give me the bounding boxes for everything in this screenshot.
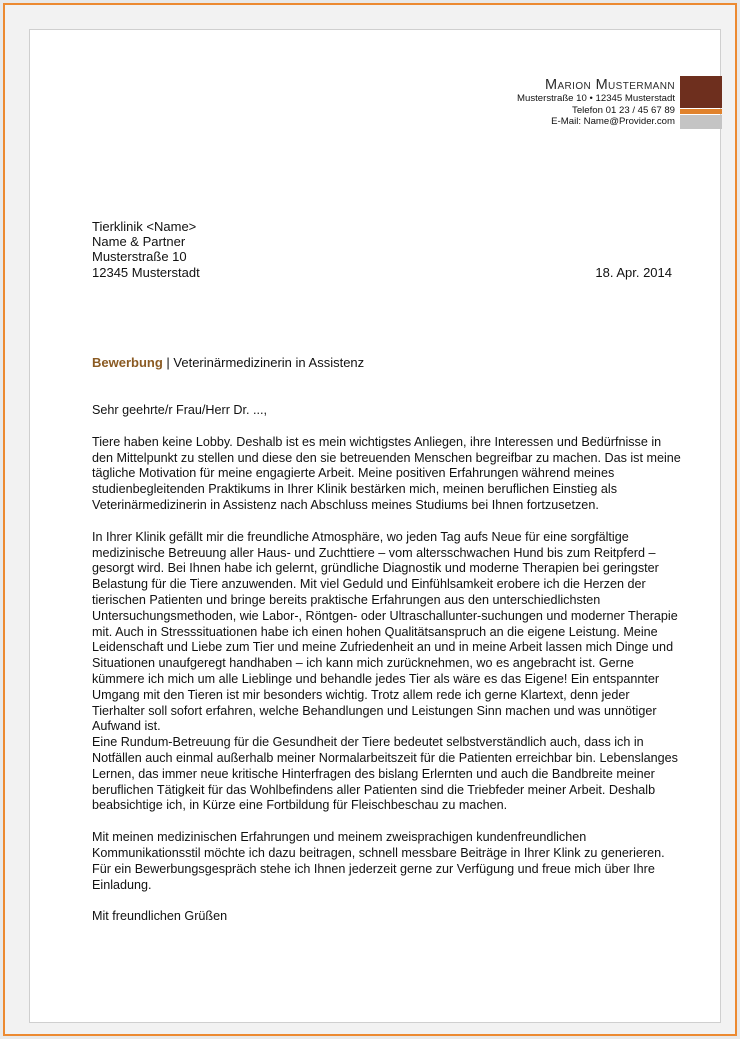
recipient-address bbox=[92, 219, 200, 280]
letter-page bbox=[29, 29, 721, 1023]
sender-email: E-Mail: Name@Provider.com bbox=[551, 116, 675, 127]
sender-phone: Telefon 01 23 / 45 67 89 bbox=[572, 104, 675, 116]
brand-bar-dark bbox=[680, 76, 722, 108]
page-frame bbox=[3, 3, 737, 1036]
paragraph-3: Mit meinen medizinischen Erfahrungen und meinem zweisprachigen kundenfreundlichen Kommunikationsstil möchte ich dazu beitragen, schnell messbare Beiträge in Ihrer Klink zu generieren. Für ein Bewerbungsgespräch stehe ich Ihnen jederzeit gerne zur Verfügung und freue mich über Ihre Einladung. bbox=[92, 830, 665, 892]
subject-line bbox=[92, 355, 364, 370]
subject-separator: | bbox=[162, 355, 174, 370]
sender-block bbox=[517, 77, 675, 128]
recipient-line-3: Musterstraße 10 bbox=[92, 249, 187, 265]
recipient-line-4: 12345 Musterstadt bbox=[92, 264, 200, 280]
brand-bar-orange bbox=[680, 109, 722, 114]
brand-color-bars bbox=[680, 76, 722, 129]
brand-bar-gray bbox=[680, 115, 722, 129]
subject-keyword: Bewerbung bbox=[92, 355, 163, 370]
sender-address: Musterstraße 10 • 12345 Musterstadt bbox=[517, 93, 675, 104]
subject-text: Veterinärmedizinerin in Assistenz bbox=[173, 355, 365, 370]
recipient-line-2: Name & Partner bbox=[92, 234, 186, 250]
sender-name: Marion Mustermann bbox=[545, 77, 675, 93]
paragraph-2: In Ihrer Klinik gefällt mir die freundliche Atmosphäre, wo jeden Tag aufs Neue für eine sorgfältige medizinische Betreuung aller Haus- und Zuchttiere – vom altersschwachen Hund bis zum Reitpferd – gesorgt wird. Bei Ihnen habe ich gelernt, gründliche Diagnostik und moderne Therapien bei geringster Belastung für die Tiere anzuwenden. Mit viel Geduld und Einfühlsamkeit erobere ich die Herzen der tierischen Patienten und bringe bereits praktische Erfahrungen aus den unterschiedlichsten Untersuchungsmethoden, wie Labor-, Röntgen- oder Ultraschallunter-suchungen und moderner Therapie mit. Auch in Stresssituationen habe ich einen hohen Qualitätsanspruch an die eigene Leistung. Meine Leidenschaft und Liebe zum Tier und meine Zufriedenheit an und in meine Arbeit lassen mich Dinge und Situationen unaufgeregt handhaben – ich kann mich zurücknehmen, wo es angebracht ist. Gerne kümmere ich mich um alle Lieblinge und behandle jedes Tier als wäre es das Eigene! Ein entspannter Umgang mit den Tieren ist mir besonders wichtig. Trotz allem rede ich gerne Klartext, denn jeder Tierhalter soll sofort erfahren, welche Behandlungen und Leistungen Sinn machen und was unnötiger Aufwand ist. Eine Rundum-Betreuung für die Gesundheit der Tiere bedeutet selbstverständlich auch, dass ich in Notfällen auch einmal außerhalb meiner Normalarbeitszeit für die Patienten erreichbar bin. Lebenslanges Lernen, das immer neue kritische Hinterfragen des bislang Erlernten und auch die Bandbreite meiner beruflichen Tätigkeit für das Wohlbefindens aller Patienten sind die Triebfeder meiner Arbeit. Deshalb beabsichtige ich, in Kürze eine Fortbildung für Fleischbeschau zu machen. bbox=[92, 529, 678, 813]
letter-body bbox=[92, 403, 682, 941]
closing: Mit freundlichen Grüßen bbox=[92, 909, 228, 924]
recipient-line-1: Tierklinik <Name> bbox=[92, 219, 197, 234]
paragraph-1: Tiere haben keine Lobby. Deshalb ist es mein wichtigstes Anliegen, ihre Interessen und Bedürfnisse in den Mittelpunkt zu stellen und diese den sie betreuenden Menschen begreifbar zu machen. Das ist meine tägliche Motivation für meine engagierte Arbeit. Meine positiven Erfahrungen während meines studienbegleitenden Praktikums in Ihrer Klinik bestärken mich, meinen beruflichen Einstieg als Veterinärmedizinerin in Assistenz nach Abschluss meines Studiums bei Ihnen fortzusetzen. bbox=[92, 434, 681, 512]
salutation: Sehr geehrte/r Frau/Herr Dr. ..., bbox=[92, 403, 267, 417]
letter-date: 18. Apr. 2014 bbox=[595, 265, 672, 280]
